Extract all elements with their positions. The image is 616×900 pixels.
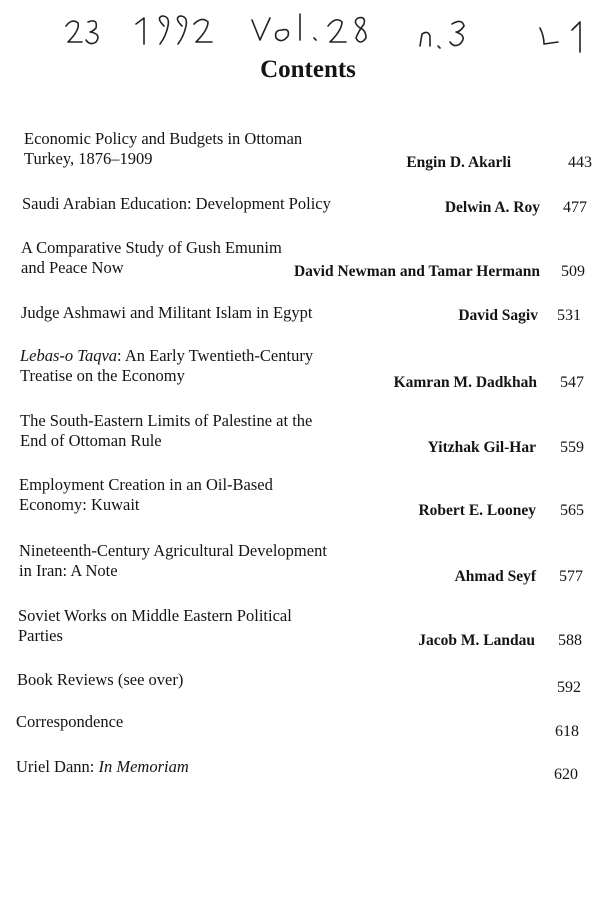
entry-title-line: Treatise on the Economy (20, 366, 185, 385)
entry-page: 531 (557, 307, 581, 324)
handwritten-annotation (60, 10, 600, 54)
entry-title-line (16, 757, 586, 777)
toc-entry (16, 712, 586, 740)
entry-author: Engin D. Akarli (406, 154, 511, 171)
entry-page: 477 (563, 199, 587, 216)
entry-title-line: Employment Creation in an Oil-Based (19, 475, 273, 494)
entry-page: 443 (568, 154, 592, 171)
entry-title-rest: : An Early Twentieth-Century (117, 346, 314, 365)
entry-title-line: A Comparative Study of Gush Emunim (21, 238, 282, 257)
entry-page: 509 (561, 263, 585, 280)
entry-title-line: Soviet Works on Middle Eastern Political (18, 606, 292, 625)
toc-entry (20, 346, 590, 391)
entry-title-line: Turkey, 1876–1909 (24, 149, 153, 168)
entry-author: Jacob M. Landau (418, 632, 535, 649)
page-title: Contents (260, 56, 356, 83)
entry-page: 559 (560, 439, 584, 456)
entry-title-italic: In Memoriam (98, 757, 189, 776)
entry-title-italic: Lebas-o Taqva (20, 346, 118, 365)
entry-title-line: Judge Ashmawi and Militant Islam in Egypt (21, 303, 313, 322)
toc-entry (24, 129, 594, 169)
entry-page: 577 (559, 568, 583, 585)
toc-entry (22, 194, 592, 214)
entry-title-line: Parties (18, 626, 63, 645)
entry-author: Ahmad Seyf (454, 568, 536, 585)
entry-title-line: End of Ottoman Rule (20, 431, 162, 450)
toc-entry (16, 757, 586, 783)
entry-title-line: Economic Policy and Budgets in Ottoman (24, 129, 303, 148)
entry-author: Robert E. Looney (418, 502, 536, 519)
entry-title-line: Book Reviews (see over) (17, 670, 184, 689)
entry-page: 618 (555, 723, 579, 740)
entry-page: 620 (554, 766, 578, 783)
entry-author: Delwin A. Roy (444, 199, 540, 216)
entry-title-plain: Uriel Dann: (16, 757, 99, 776)
toc-entry (18, 606, 588, 649)
handwritten-annotation-drawing (60, 10, 600, 54)
toc-entry (19, 475, 589, 519)
entry-title-line: The South-Eastern Limits of Palestine at the (20, 411, 313, 430)
entry-title-line (20, 346, 590, 366)
entry-title-line: in Iran: A Note (19, 561, 118, 580)
toc-entry (20, 411, 590, 456)
entry-author: David Sagiv (458, 307, 538, 324)
toc-entry (21, 238, 591, 278)
entry-title-line: Economy: Kuwait (19, 495, 140, 514)
entry-title-line: Saudi Arabian Education: Development Policy (22, 194, 331, 213)
entry-page: 588 (558, 632, 582, 649)
entry-title-line: Correspondence (16, 712, 124, 731)
toc-entry (19, 541, 589, 585)
entry-page: 592 (557, 679, 581, 696)
entry-author: David Newman and Tamar Hermann (293, 263, 540, 280)
entry-title-line: and Peace Now (21, 258, 124, 277)
toc-entry (21, 303, 591, 323)
entry-page: 565 (560, 502, 584, 519)
entry-author: Kamran M. Dadkhah (393, 374, 537, 391)
entry-title-line: Nineteenth-Century Agricultural Development (19, 541, 327, 560)
entry-page: 547 (560, 374, 584, 391)
entry-author: Yitzhak Gil-Har (427, 439, 536, 456)
toc-entry (17, 670, 587, 696)
